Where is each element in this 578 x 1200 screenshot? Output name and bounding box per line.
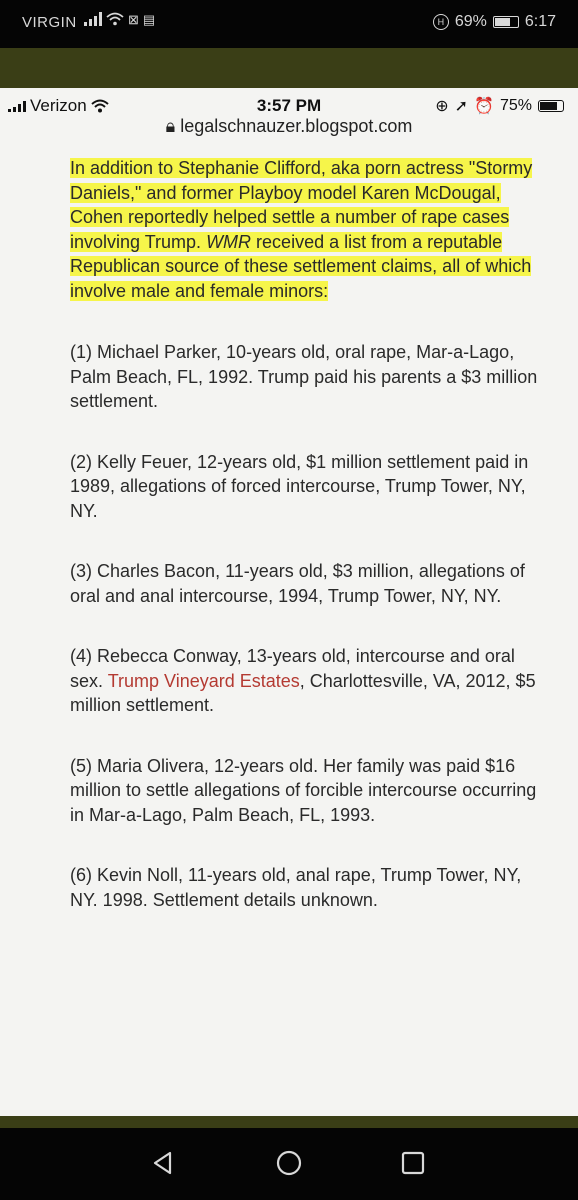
lock-icon: 🔒︎ — [165, 116, 176, 136]
embedded-iphone-screenshot — [0, 88, 578, 1116]
item4-text-2: , Charlottesville, VA, 2012, $5 million settlement. — [70, 670, 536, 715]
signal-icon — [84, 12, 102, 26]
trump-vineyard-link[interactable]: Trump Vineyard Estates — [107, 670, 300, 691]
home-icon[interactable] — [274, 1148, 304, 1178]
hd-badge-icon: H — [433, 14, 449, 30]
article-body — [70, 156, 540, 948]
location-icon: ➚ — [454, 98, 469, 115]
wifi-icon — [106, 12, 124, 26]
notification-icon: ⊠ — [128, 11, 139, 27]
item4-text-1: (4) Rebecca Conway, 13-years old, intercourse and oral sex. — [70, 646, 515, 691]
list-item: (1) Michael Parker, 10-years old, oral rape, Mar-a-Lago, Palm Beach, FL, 1992. Trump paid his parents a $3 million settlement. — [70, 342, 538, 411]
address-url: legalschnauzer.blogspot.com — [180, 116, 413, 136]
intro-text-2: received a list from a reputable Republican source of these settlement claims, all of which involve male and female minors: — [70, 231, 532, 301]
ios-battery-text: 75% — [499, 97, 532, 114]
android-battery-text: 69% — [454, 13, 487, 30]
list-item: (3) Charles Bacon, 11-years old, $3 million, allegations of oral and anal intercourse, 1994, Trump Tower, NY, NY. — [70, 561, 525, 606]
android-nav-bar — [0, 1128, 578, 1200]
list-item: (6) Kevin Noll, 11-years old, anal rape, Trump Tower, NY, NY. 1998. Settlement details unknown. — [70, 865, 522, 910]
list-item: (5) Maria Olivera, 12-years old. Her family was paid $16 million to settle allegations of forcible intercourse occurring in Mar-a-Lago, Palm Beach, FL, 1993. — [70, 755, 537, 825]
list-item — [70, 644, 540, 718]
news-icon: ▤ — [142, 11, 156, 27]
list-item: (2) Kelly Feuer, 12-years old, $1 million settlement paid in 1989, allegations of forced intercourse, Trump Tower, NY, NY. — [70, 451, 529, 521]
ios-carrier: Verizon — [30, 96, 87, 115]
recents-icon[interactable] — [398, 1148, 428, 1178]
screenshot-top-border — [0, 48, 578, 88]
highlighted-intro — [70, 158, 532, 301]
orientation-lock-icon: ⊕ — [435, 98, 449, 115]
ios-status-right — [435, 96, 564, 116]
ios-time: 3:57 PM — [256, 96, 322, 115]
address-bar[interactable] — [0, 116, 578, 137]
intro-paragraph — [70, 156, 540, 303]
battery-icon — [538, 100, 564, 112]
back-icon[interactable] — [148, 1148, 178, 1178]
alarm-icon: ⏰ — [474, 98, 494, 115]
android-time: 6:17 — [524, 13, 556, 30]
intro-text-1: In addition to Stephanie Clifford, aka porn actress "Stormy Daniels," and former Playboy model Karen McDougal, Cohen reportedly helped settle a number of rape cases involving Trump. — [70, 158, 533, 252]
android-status-bar — [0, 0, 578, 48]
android-carrier: VIRGIN — [22, 14, 77, 31]
android-status-icons — [84, 12, 155, 26]
intro-emphasis: WMR — [206, 231, 252, 252]
ios-status-bar — [0, 88, 578, 144]
screenshot-bottom-border — [0, 1116, 578, 1128]
android-status-right — [433, 13, 556, 31]
battery-icon — [493, 16, 519, 28]
